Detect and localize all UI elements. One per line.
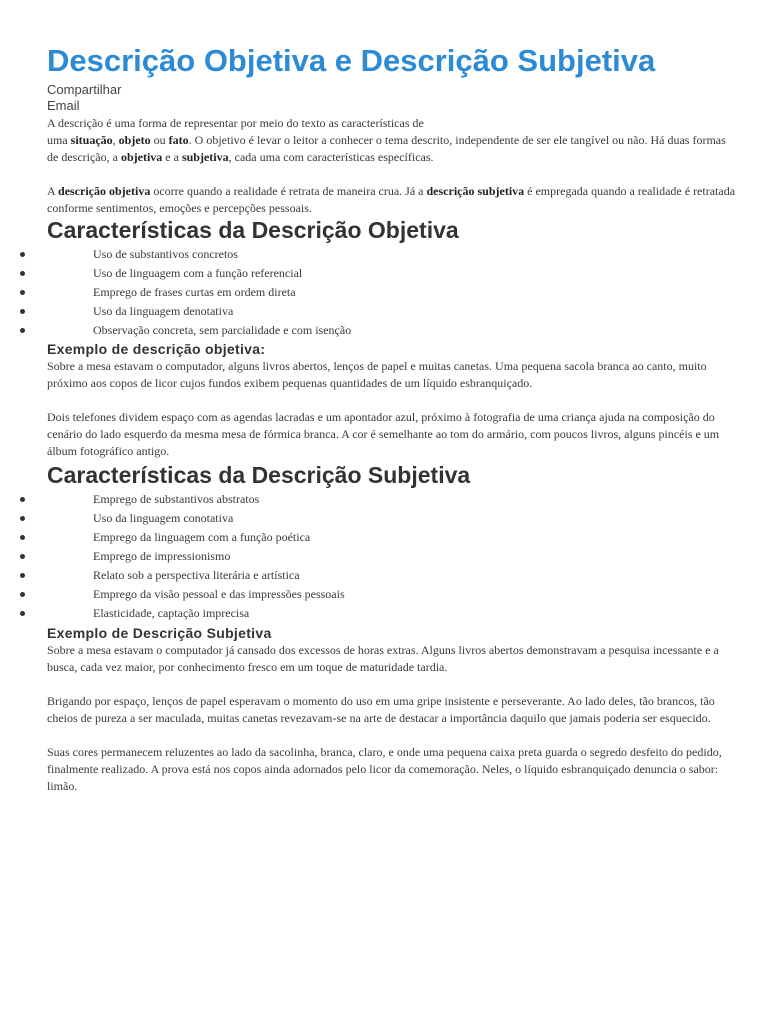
bullet-icon xyxy=(20,554,25,559)
list-item-text: Emprego da visão pessoal e das impressões pessoais xyxy=(93,587,345,601)
bullet-icon xyxy=(20,290,25,295)
bullet-icon xyxy=(20,328,25,333)
bullet-icon xyxy=(20,271,25,276)
heading-objetiva: Características da Descrição Objetiva xyxy=(47,217,459,243)
example-subjetiva-paragraph-2: Brigando por espaço, lenços de papel esperavam o momento do uso em uma gripe insistente e perseverante. Ao lado deles, tão brancos, tão cheios de pureza a ser maculada, muitas canetas revezavam-se na arte de destacar a importância daquilo que jamais poderia ser esquecido. xyxy=(47,694,715,725)
list-item-text: Emprego da linguagem com a função poética xyxy=(93,530,311,544)
example-objetiva-paragraph-1: Sobre a mesa estavam o computador, alguns livros abertos, lenços de papel e muitas canetas. Uma pequena sacola branca ao canto, muito próximo aos copos de licor cujos fundos exibem pequenas quantidades de um líquido esbranquiçado. xyxy=(47,359,707,390)
heading-subjetiva: Características da Descrição Subjetiva xyxy=(47,462,471,488)
bullet-icon xyxy=(20,252,25,257)
intro-paragraph-2 xyxy=(47,183,737,217)
term-fato: fato xyxy=(168,133,189,147)
intro-text: ocorre quando a realidade é retrata de maneira crua. Já a xyxy=(150,184,427,198)
list-item-text: Relato sob a perspectiva literária e artística xyxy=(93,568,300,582)
list-item-text: Emprego de impressionismo xyxy=(93,549,231,563)
example-subjetiva-paragraph-3: Suas cores permanecem reluzentes ao lado da sacolinha, branca, claro, e onde uma pequena caixa preta guarda o segredo desfeito do pedido, finalmente realizado. A prova está nos copos ainda adornados pelo licor da comemoração. Neles, o líquido esbranquiçado denuncia o sabor: limão. xyxy=(47,745,722,793)
intro-line-1: A descrição é uma forma de representar por meio do texto as características de xyxy=(47,116,424,130)
intro-text: . O objetivo é levar o leitor a conhecer o tema descrito, independente de ser ele tangível ou não. Há duas formas de descrição, a xyxy=(47,133,726,164)
term-objeto: objeto xyxy=(118,133,151,147)
term-objetiva: objetiva xyxy=(120,150,163,164)
list-item-text: Elasticidade, captação imprecisa xyxy=(93,606,250,620)
intro-text: A xyxy=(47,184,59,198)
list-item-text: Uso de substantivos concretos xyxy=(93,247,238,261)
bullet-icon xyxy=(20,611,25,616)
list-item-text: Uso da linguagem denotativa xyxy=(93,304,234,318)
intro-text: , cada uma com características específicas. xyxy=(228,150,434,164)
bullet-icon xyxy=(20,497,25,502)
bullet-icon xyxy=(20,592,25,597)
list-item-text: Uso de linguagem com a função referencial xyxy=(93,266,303,280)
email-link[interactable]: Email xyxy=(47,98,80,113)
intro-text: e a xyxy=(162,150,182,164)
bullet-icon xyxy=(20,516,25,521)
list-item-text: Emprego de frases curtas em ordem direta xyxy=(93,285,296,299)
term-descricao-objetiva: descrição objetiva xyxy=(58,184,151,198)
example-objetiva-paragraph-2: Dois telefones dividem espaço com as agendas lacradas e um apontador azul, próximo à fotografia de uma criança ajuda na composição do cenário do lado esquerdo da mesma mesa de fórmica branca. A cor é semelhante ao tom do armário, com poucos livros, alguns pincéis e um álbum fotográfico antigo. xyxy=(47,410,720,458)
term-subjetiva: subjetiva xyxy=(181,150,229,164)
list-item-text: Uso da linguagem conotativa xyxy=(93,511,234,525)
intro-text: é empregada quando a realidade é retratada conforme sentimentos, emoções e percepções pessoais. xyxy=(47,184,736,215)
term-situacao: situação xyxy=(70,133,113,147)
share-link[interactable]: Compartilhar xyxy=(47,82,122,97)
list-item-text: Emprego de substantivos abstratos xyxy=(93,492,260,506)
example-heading-objetiva: Exemplo de descrição objetiva: xyxy=(47,341,266,357)
list-item-text: Observação concreta, sem parcialidade e com isenção xyxy=(93,323,352,337)
bullet-icon xyxy=(20,309,25,314)
bullet-icon xyxy=(20,573,25,578)
intro-text: ou xyxy=(150,133,169,147)
term-descricao-subjetiva: descrição subjetiva xyxy=(426,184,525,198)
intro-text: , xyxy=(112,133,119,147)
intro-text: uma xyxy=(47,133,71,147)
page-title: Descrição Objetiva e Descrição Subjetiva xyxy=(47,43,656,78)
intro-paragraph-1 xyxy=(47,115,737,166)
bullet-icon xyxy=(20,535,25,540)
example-subjetiva-paragraph-1: Sobre a mesa estavam o computador já cansado dos excessos de horas extras. Alguns livros abertos demonstravam a pesquisa incessante e a busca, cada vez maior, por conhecimento fresco em um toque de maturidade tardia. xyxy=(47,643,719,674)
example-heading-subjetiva: Exemplo de Descrição Subjetiva xyxy=(47,625,272,641)
